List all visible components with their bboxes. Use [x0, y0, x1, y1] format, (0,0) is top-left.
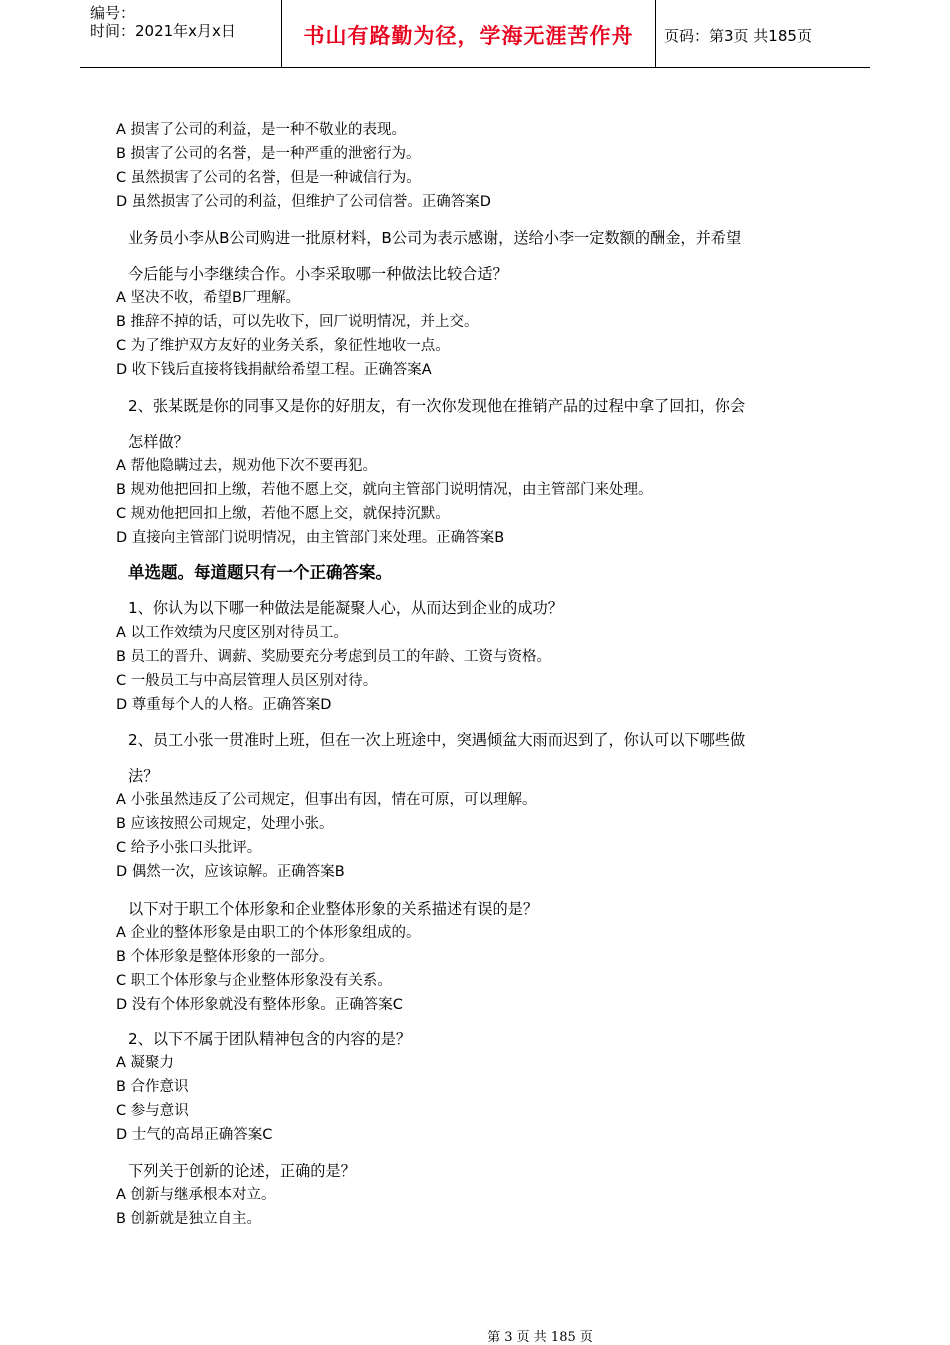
question-text: 法？ — [128, 767, 159, 785]
header-page-info: 页码：第3页 共185页 — [664, 27, 812, 45]
option-line: A 损害了公司的利益，是一种不敬业的表现。 — [116, 122, 407, 138]
option-line: C 规劝他把回扣上缴，若他不愿上交，就保持沉默。 — [116, 506, 450, 522]
question-text: 2、员工小张一贯准时上班，但在一次上班途中，突遇倾盆大雨而迟到了，你认可以下哪些做 — [128, 731, 746, 749]
option-line: B 创新就是独立自主。 — [116, 1211, 262, 1227]
option-line: D 尊重每个人的人格。正确答案D — [116, 697, 332, 713]
option-line: C 给予小张口头批评。 — [116, 840, 262, 856]
option-line: A 凝聚力 — [116, 1055, 175, 1071]
option-line: B 员工的晋升、调薪、奖励要充分考虑到员工的年龄、工资与资格。 — [116, 649, 552, 665]
option-line: A 企业的整体形象是由职工的个体形象组成的。 — [116, 925, 421, 941]
option-line: C 一般员工与中高层管理人员区别对待。 — [116, 673, 378, 689]
option-line: D 没有个体形象就没有整体形象。正确答案C — [116, 997, 403, 1013]
question-text: 2、以下不属于团队精神包含的内容的是？ — [128, 1030, 412, 1048]
code-label: 编号： — [90, 4, 136, 22]
question-text: 今后能与小李继续合作。小李采取哪一种做法比较合适？ — [128, 265, 508, 283]
option-line: D 虽然损害了公司的利益，但维护了公司信誉。正确答案D — [116, 194, 491, 210]
option-line: B 规劝他把回扣上缴，若他不愿上交，就向主管部门说明情况，由主管部门来处理。 — [116, 482, 653, 498]
option-line: D 偶然一次，应该谅解。正确答案B — [116, 864, 345, 880]
option-line: B 推辞不掉的话，可以先收下，回厂说明情况，并上交。 — [116, 314, 479, 330]
section-heading: 单选题。每道题只有一个正确答案。 — [128, 563, 392, 582]
option-line: B 个体形象是整体形象的一部分。 — [116, 949, 334, 965]
option-line: B 损害了公司的名誉，是一种严重的泄密行为。 — [116, 146, 421, 162]
header-motto: 书山有路勤为径，学海无涯苦作舟 — [303, 23, 634, 48]
option-line: C 参与意识 — [116, 1103, 189, 1119]
option-line: C 为了维护双方友好的业务关系，象征性地收一点。 — [116, 338, 450, 354]
question-text: 业务员小李从B公司购进一批原材料，B公司为表示感谢，送给小李一定数额的酬金，并希望 — [128, 229, 742, 247]
question-text: 1、你认为以下哪一种做法是能凝聚人心，从而达到企业的成功？ — [128, 599, 563, 617]
option-line: A 帮他隐瞒过去，规劝他下次不要再犯。 — [116, 458, 378, 474]
option-line: A 创新与继承根本对立。 — [116, 1187, 276, 1203]
question-text: 怎样做？ — [128, 433, 189, 451]
option-line: B 应该按照公司规定，处理小张。 — [116, 816, 334, 832]
date-label: 时间：2021年x月x日 — [90, 22, 236, 40]
option-line: D 直接向主管部门说明情况，由主管部门来处理。正确答案B — [116, 530, 505, 546]
question-text: 2、张某既是你的同事又是你的好朋友，有一次你发现他在推销产品的过程中拿了回扣，你会 — [128, 397, 746, 415]
option-line: C 职工个体形象与企业整体形象没有关系。 — [116, 973, 392, 989]
page-footer: 第 3 页 共 185 页 — [487, 1330, 593, 1345]
option-line: A 坚决不收，希望B厂理解。 — [116, 290, 300, 306]
option-line: D 收下钱后直接将钱捐献给希望工程。正确答案A — [116, 362, 432, 378]
question-text: 以下对于职工个体形象和企业整体形象的关系描述有误的是？ — [128, 900, 539, 918]
option-line: A 小张虽然违反了公司规定，但事出有因，情在可原，可以理解。 — [116, 792, 537, 808]
option-line: D 士气的高昂正确答案C — [116, 1127, 273, 1143]
option-line: B 合作意识 — [116, 1079, 189, 1095]
question-text: 下列关于创新的论述，正确的是？ — [128, 1162, 356, 1180]
option-line: A 以工作效绩为尺度区别对待员工。 — [116, 625, 349, 641]
option-line: C 虽然损害了公司的名誉，但是一种诚信行为。 — [116, 170, 421, 186]
